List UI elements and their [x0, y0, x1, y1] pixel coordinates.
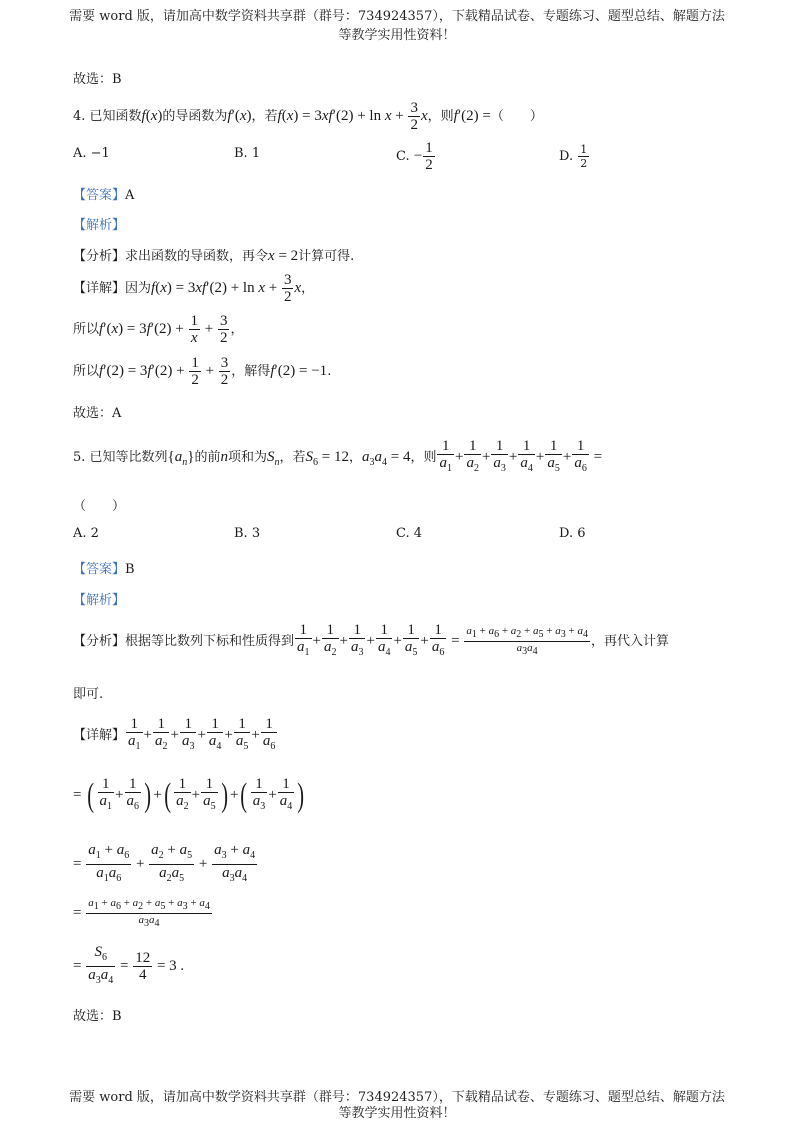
q4-xiangjie-2: 所以f′(x) = 3f′(2) + $\frac{1}{x}$ + $\frac{3}{2}$ ，	[73, 313, 244, 346]
q4-option-b: B. 1	[234, 146, 261, 161]
q4-lead: 4. 已知函数	[73, 108, 142, 124]
q5-option-c: C. 4	[396, 526, 423, 541]
q5-xiangjie-1: 【详解】 $\frac{1}{a_1}$ + $\frac{1}{a_2}$ + $\frac{1}{a_3}$ + $\frac{1}{a_4}$ + $\frac{1}{a_5}$ + $\frac{1}{a_6}$	[73, 716, 276, 752]
prev-choose: 故选：B	[73, 72, 122, 87]
q4-fenxi: 【分析】求出函数的导函数，再令x = 2计算可得.	[73, 248, 355, 264]
q5-option-a: A. 2	[73, 526, 99, 541]
q4-xiangjie-3: 所以f′(2) = 3f′(2) + $\frac{1}{2}$ + $\frac{3}{2}$ ，解得f′(2) = −1.	[73, 355, 332, 388]
q4-fx: f(x)	[141, 107, 163, 124]
q5-fenxi: 【分析】根据等比数列下标和性质得到 $\frac{1}{a_1}$ + $\frac{1}{a_2}$ + $\frac{1}{a_3}$ + $\frac{1}{a_4}$ + $\frac{1}{a_5}$ + $\frac{1}{a_6}$ = $\frac{a_1 + a_6 + a_2 + a_5 + a_3 + a_4}{a_3a_4}$ ，再代入计算	[73, 622, 669, 658]
q5-option-d: D. 6	[559, 526, 586, 541]
q5-answer: 【答案】B	[73, 562, 135, 577]
q5-paren: （ ）	[73, 499, 126, 514]
header-line-2: 等教学实用性资料！	[338, 28, 456, 43]
q4-analysis-tag: 【解析】	[73, 218, 126, 233]
q5-xiangjie-3: = $\frac{a_1 + a_6}{a_1a_6}$ + $\frac{a_2 + a_5}{a_2a_5}$ + $\frac{a_3 + a_4}{a_3a_4}$	[73, 842, 256, 884]
footer-line-2: 等教学实用性资料！	[338, 1106, 456, 1121]
q5-xiangjie-2: = ( $\frac{1}{a_1}$ + $\frac{1}{a_6}$ ) +( $\frac{1}{a_2}$ + $\frac{1}{a_5}$ ) +( $\frac{1}{a_3}$ + $\frac{1}{a_4}$ )	[73, 776, 305, 814]
q5-stem: 5. 已知等比数列$\{a_n\}$的前n项和为$S_n$，若$S_6 = 12$，$a_3a_4 = 4$，则 $\frac{1}{a_1}$ + $\frac{1}{a_2}$ + $\frac{1}{a_3}$ + $\frac{1}{a_4}$ + $\frac{1}{a_5}$ + $\frac{1}{a_6}$ =	[73, 438, 603, 474]
q5-xiangjie-5: = $\frac{S_6}{a_3a_4}$ = $\frac{12}{4}$ = 3 .	[73, 944, 185, 986]
q5-xiangjie-4: = $\frac{a_1 + a_6 + a_2 + a_5 + a_3 + a_4}{a_3a_4}$	[73, 897, 210, 930]
q5-option-b: B. 3	[234, 526, 261, 541]
q5-analysis-tag: 【解析】	[73, 593, 126, 608]
q4-stem: 4. 已知函数f(x)的导函数为f′(x)，若f(x) = 3xf′(2) + ln x + $\frac{3}{2}$ x，则f′(2) =（ ）	[73, 100, 543, 133]
footer-line-1: 需要 word 版，请加高中数学资料共享群（群号：734924357），下载精品试卷、专题练习、题型总结、解题方法	[69, 1090, 725, 1105]
q4-answer: 【答案】A	[73, 188, 135, 203]
q4-xiangjie-1: 【详解】因为f(x) = 3xf′(2) + ln x + $\frac{3}{2}$ x，	[73, 272, 315, 305]
q4-option-c: C. − $\frac{1}{2}$	[396, 140, 433, 173]
q5-fenxi-tail: 即可.	[73, 687, 104, 702]
q4-option-a: A. −1	[73, 146, 110, 161]
header-line-1: 需要 word 版，请加高中数学资料共享群（群号：734924357），下载精品试卷、专题练习、题型总结、解题方法	[69, 9, 725, 24]
q4-option-d: D. $\frac{1}{2}$	[559, 143, 588, 170]
q4-choose: 故选：A	[73, 406, 122, 421]
q5-choose: 故选：B	[73, 1009, 122, 1024]
